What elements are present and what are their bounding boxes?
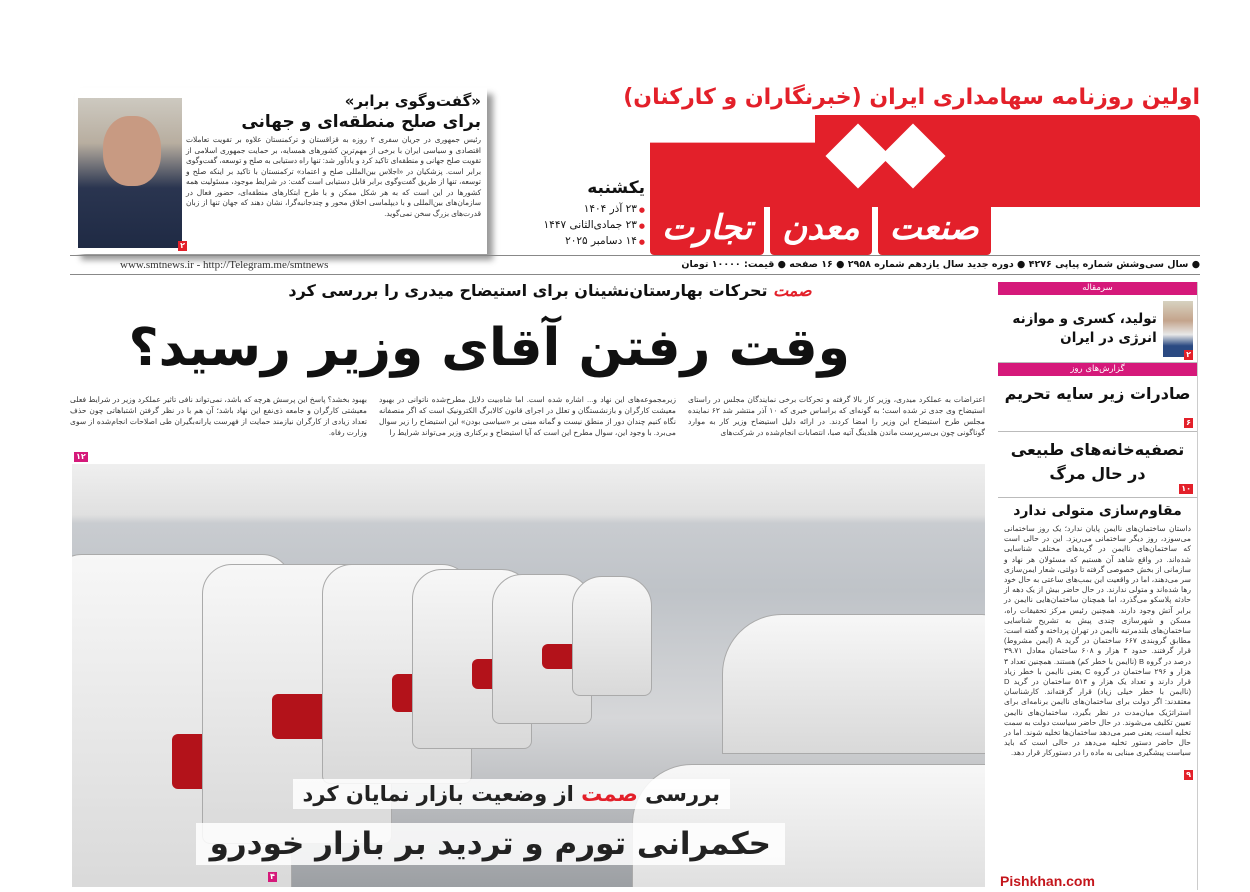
editorial-label: سرمقاله [998,282,1197,295]
report-title: صادرات زیر سایه تحریم [1004,384,1191,403]
website-link[interactable]: www.smtnews.ir - http://Telegram.me/smtnews [120,259,329,271]
lead-kicker-text: تحرکات بهارستان‌نشینان برای استیضاح میدری را بررسی کرد [288,281,768,300]
editorial-title: تولید، کسری و موازنه انرژی در ایران [1012,310,1157,346]
brand-mini-logo: صمت [581,782,638,806]
lead-column: زیرمجموعه‌های این نهاد و... اشاره شده است. اما شاه‌بیت دلایل مطرح‌شده ناتوانی در بهبود معیشت کارگران و بازنشستگان و تعلل در اجرای قانون کالابرگ الکترونیک است که اگر منصفانه نگاه کنیم چندان دور از منطق نیست و گمانه مبنی بر «سیاسی بودن» این استیضاح را زیر سوال می‌برد. با وجود این، سوال مطرح این است که آیا استیضاح و برکناری وزیر می‌تواند شرایط را [379,395,676,437]
issue-dates [540,178,645,250]
weekday: یکشنبه [587,178,645,198]
watermark: Pishkhan.com [1000,872,1196,890]
logo-word: تجارت [650,201,764,255]
car-lot-photo[interactable] [72,464,985,887]
photo-story-title[interactable]: حکمرانی تورم و تردید بر بازار خودرو [196,823,785,865]
logo-word: صنعت [878,201,991,255]
lead-body [70,394,985,438]
masthead-tagline: اولین روزنامه سهامداری ایران (خبرنگاران و کارکنان) [623,85,1200,110]
editorial-item[interactable] [998,295,1197,363]
divider [70,274,1200,275]
issue-info: ● سال سی‌وشش شماره پیاپی ۴۲۷۶ ● دوره جدید سال یازدهم شماره ۲۹۵۸ ● ۱۶ صفحه ● قیمت: ۱۰۰۰۰ تومان [681,259,1200,270]
brand-mini-logo: صمت [773,281,812,300]
report-item[interactable] [998,432,1197,498]
story-item[interactable] [998,498,1197,781]
divider [70,255,1200,256]
photo-story-kicker [293,779,730,809]
lead-kicker [250,280,850,302]
interview-title: برای صلح منطقه‌ای و جهانی [241,112,481,132]
logo-word: معدن [770,201,871,255]
kicker-pre: بررسی [645,782,720,806]
page-badge: ۲ [1186,350,1191,359]
page-badge: ۹ [1186,769,1191,779]
report-title: تصفیه‌خانه‌های طبیعی در حال مرگ [1010,440,1185,483]
page-badge: ۲ [180,241,185,250]
kicker-post: از وضعیت بازار نمایان کرد [302,782,574,806]
author-photo [1163,301,1193,357]
story-body: داستان ساختمان‌های ناایمن پایان ندارد؛ یک روز ساختمانی می‌سوزد، روز دیگر ساختمانی می‌ریزد. این در حالی است که ساختمان‌های ناایمن در گریدهای مختلف شناسایی شده‌اند. در واقع شاهد آن هستیم که مسئولان هر نهاد و سازمانی از بخش خصوصی گرفته تا دولتی، شعار ایمن‌سازی سر می‌دهند، اما در واقعیت این بمب‌های ساعتی به حال خود رها شده‌اند و متولی ندارند. در حال حاضر بیش از یک دهه از حادثه پلاسکو می‌گذرد، اما همچنان ساختمان‌هایی ناایمن در برابر آتش وجود دارند. همچنین رئیس مرکز تحقیقات راه، مسکن و شهرسازی چندی پیش به تشریح شناسایی ساختمان‌های بلندمرتبه ناایمن در تهران پرداخته و گفته است: مطابق گروبندی ۶۶۷ ساختمان در گرید A (ایمن مشروط) قرار گرفتند. حدود ۳ هزار و ۶۰۸ ساختمان معادل ۳۹.۷۱ درصد در گروه B (ناایمن با خطر کم) هستند. همچنین تعداد ۳ هزار و ۲۹۶ ساختمان در گروه C یعنی ناایمن با خطر زیاد قرار دارند و تعداد یک هزار و ۵۱۴ ساختمان در گرید D (ناایمن با خطر خیلی زیاد) قرار گرفته‌اند. کارشناسان معتقدند: اگر دولت برای ساختمان‌های ناایمن برنامه‌ای برای استراتژیک میان‌مدت در نظر بگیرد، ساختمان‌های ناایمن تعیین تکلیف می‌شوند. در حال حاضر سیاست دولت به سمت تخلیه است، یعنی صبر می‌دهد ساختمان‌ها تخلیه شوند. اما در حال حاضر دستور تخلیه می‌دهد در حالی است که باید سیاست پیشگیری مبنایی به ماده را در دستورکار قرار دهد. [1004,524,1191,758]
date-lunar: ● ۲۳ جمادی‌الثانی ۱۴۴۷ [540,218,645,234]
page-badge: ۱۲ [76,452,86,461]
president-photo [78,98,182,248]
lead-column: بهبود بخشد؟ پاسخ این پرسش هرچه که باشد، نمی‌تواند نافی تاثیر عملکرد وزیر در شرایط فعلی معیشتی کارگران و جامعه ذی‌نفع این نهاد باشد؛ آن هم با در نظر گرفتن اشتباهاتی چون حذف تعداد زیادی از کارگران نیازمند حمایت از فهرست یارانه‌بگیران طی اصلاحات انجام‌شده از سوی وزارت رفاه. [70,395,367,437]
lead-headline[interactable]: وقت رفتن آقای وزیر رسید؟ [128,318,850,378]
story-title: مقاوم‌سازی متولی ندارد [1013,503,1182,519]
interview-body: رئیس جمهوری در جریان سفری ۲ روزه به قزاقستان و ترکمنستان علاوه بر تقویت تعاملات اقتصادی و سیاسی ایران با برخی از مهم‌ترین کشورهای همسایه، بر حمایت جمهوری اسلامی از تقویت صلح جهانی و منطقه‌ای تاکید کرد و یادآور شد: تنها راه دستیابی به صلح و توسعه، گفت‌وگوی برابر است. پزشکیان در «اجلاس بین‌المللی صلح و اعتماد» ترکمنستان با تاکید بر اینکه صلح و توسعه، تنها از طریق گفت‌وگوی برابر قابل دستیابی است گفت: در شرایط موجود، مسئولیت همه کشورها در این است که به هر شکل ممکن و با طرح ابتکارهای منطقه‌ای، حضور فعال در سازمان‌های بین‌المللی و با دیپلماسی اخلاق محور و چندجانبه‌گرا، نشان دهند که جهان تنها از زبان قدرت‌های بزرگ سخن نمی‌گوید. [186,135,481,218]
newspaper-logo [650,115,1200,255]
date-solar: ● ۲۳ آذر ۱۴۰۴ [540,202,645,218]
page-badge: ۶ [1186,418,1191,427]
reports-label: گزارش‌های روز [998,363,1197,376]
sidebar [998,282,1198,890]
report-item[interactable] [998,376,1197,432]
lead-column: اعتراضات به عملکرد میدری، وزیر کار بالا گرفته و تحرکات برخی نمایندگان مجلس در راستای استیضاح وی جدی تر شده است؛ به گونه‌ای که براساس خبری که ۱۰ آذر منتشر شد ۶۲ نماینده مجلس طرح استیضاح این وزیر را امضا کردند. در ارائه دلیل استیضاح وزیر کار به موارد گوناگونی چون بی‌سرپرست ماندن هلدینگ آتیه صبا، انتصابات انجام‌شده در شرکت‌های [688,395,986,437]
date-gregorian: ● ۱۴ دسامبر ۲۰۲۵ [540,234,645,250]
page-badge: ۱۰ [1181,484,1191,493]
page-badge: ۴ [270,872,275,881]
interview-kicker: «گفت‌وگوی برابر» [344,92,481,110]
interview-box[interactable] [75,88,487,254]
